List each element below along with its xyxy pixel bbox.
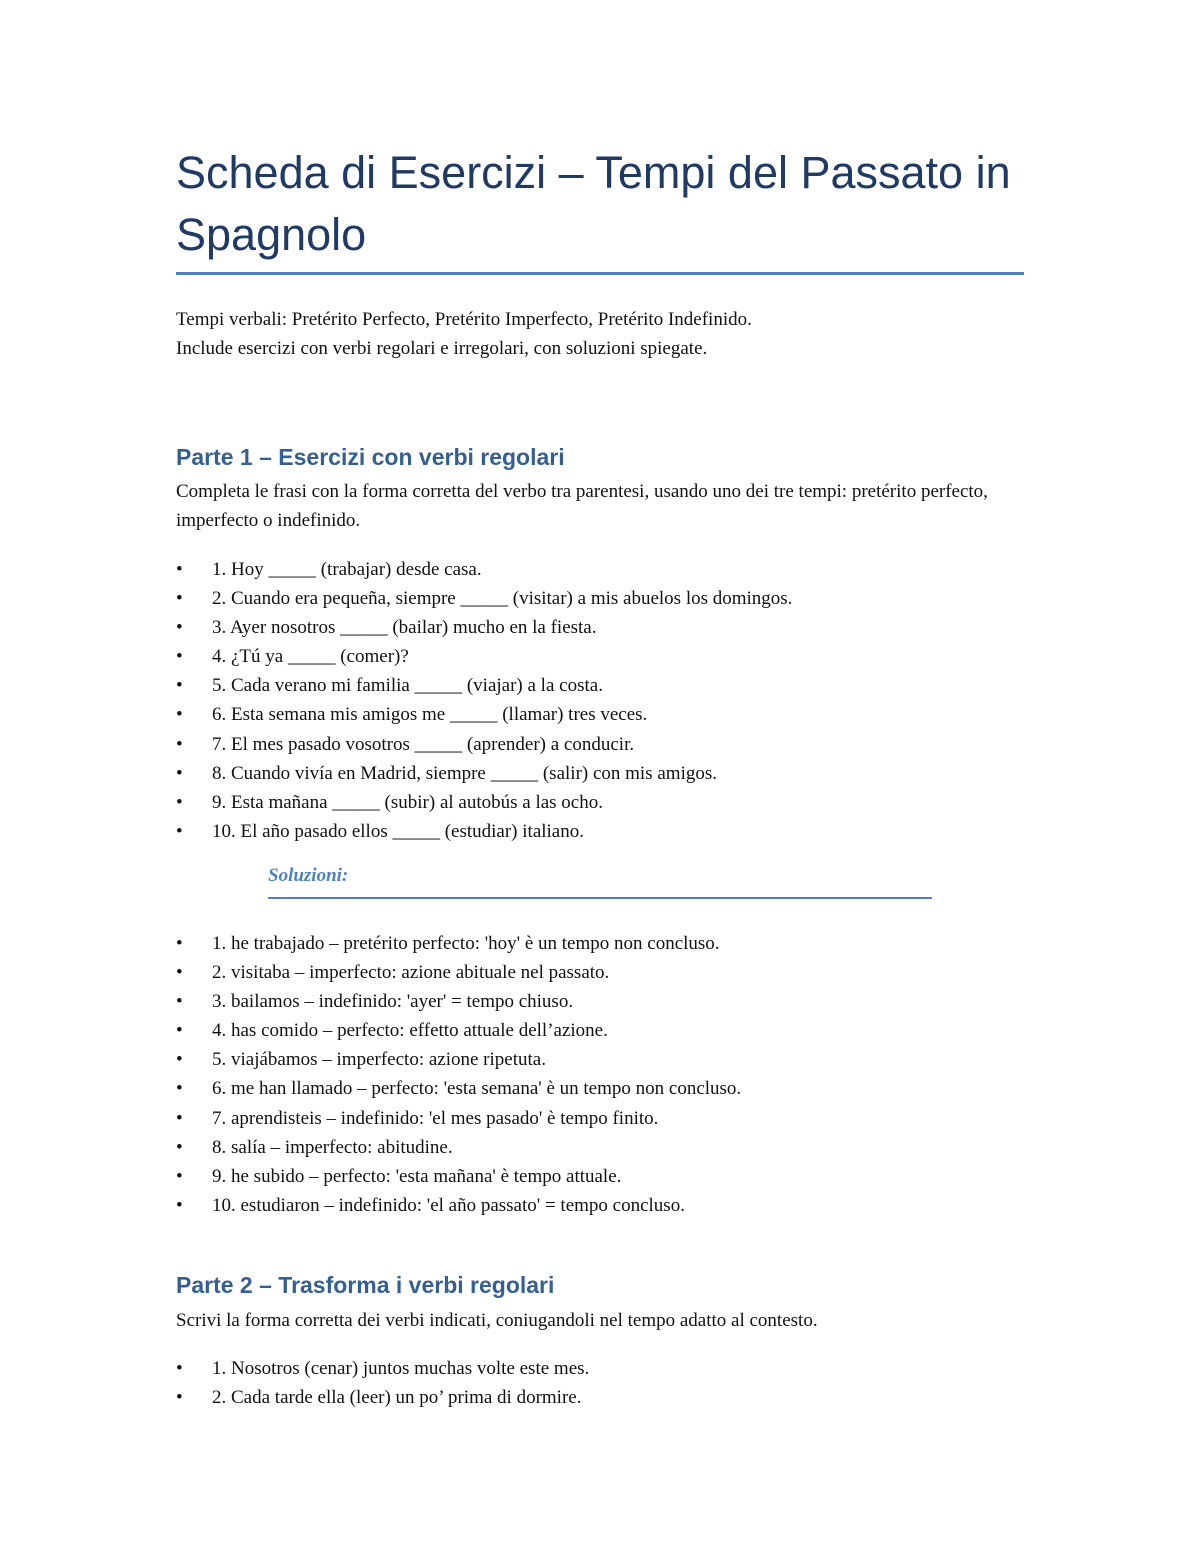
title-divider <box>176 272 1024 275</box>
list-item <box>176 730 1006 759</box>
list-item <box>176 671 1006 700</box>
part2-instructions: Scrivi la forma corretta dei verbi indicati, coniugandoli nel tempo adatto al contesto. <box>176 1310 818 1331</box>
bullet-icon: • <box>176 762 183 784</box>
list-item <box>176 1104 1006 1133</box>
list-item <box>176 584 1006 613</box>
list-item <box>176 1045 1006 1074</box>
list-item <box>176 1383 1006 1412</box>
list-item <box>176 613 1006 642</box>
list-item <box>176 1162 1006 1191</box>
list-item-text: 8. Cuando vivía en Madrid, siempre _____ (salir) con mis amigos. <box>212 762 717 784</box>
part2-exercise-list <box>176 1354 1006 1412</box>
list-item <box>176 788 1006 817</box>
list-item-text: 7. aprendisteis – indefinido: 'el mes pasado' è tempo finito. <box>212 1107 659 1129</box>
list-item <box>176 1016 1006 1045</box>
part1-instructions: Completa le frasi con la forma corretta del verbo tra parentesi, usando uno dei tre tempi: pretérito perfecto, imperfecto o indefinido. <box>176 481 988 531</box>
bullet-icon: • <box>176 933 183 954</box>
solutions-divider <box>268 897 932 899</box>
bullet-icon: • <box>176 588 183 610</box>
list-item-text: 9. he subido – perfecto: 'esta mañana' è tempo attuale. <box>212 1165 622 1187</box>
list-item <box>176 1191 1006 1220</box>
list-item <box>176 1133 1006 1162</box>
list-item <box>176 642 1006 671</box>
list-item-text: 5. Cada verano mi familia _____ (viajar) a la costa. <box>212 675 603 697</box>
bullet-icon: • <box>176 1387 183 1409</box>
list-item-text: 2. Cada tarde ella (leer) un po’ prima di dormire. <box>212 1387 582 1409</box>
list-item-text: 10. El año pasado ellos _____ (estudiar) italiano. <box>212 820 584 842</box>
list-item <box>176 555 1006 584</box>
list-item-text: 1. Hoy _____ (trabajar) desde casa. <box>212 559 482 580</box>
bullet-icon: • <box>176 1358 183 1379</box>
list-item <box>176 1354 1006 1383</box>
part1-solutions-list <box>176 929 1006 1220</box>
list-item-text: 8. salía – imperfecto: abitudine. <box>212 1136 453 1158</box>
bullet-icon: • <box>176 704 183 726</box>
list-item-text: 9. Esta mañana _____ (subir) al autobús a las ocho. <box>212 791 603 813</box>
bullet-icon: • <box>176 991 183 1013</box>
bullet-icon: • <box>176 1136 183 1158</box>
list-item-text: 3. bailamos – indefinido: 'ayer' = tempo chiuso. <box>212 991 574 1013</box>
bullet-icon: • <box>176 646 183 668</box>
intro-line: Tempi verbali: Pretérito Perfecto, Pretérito Imperfecto, Pretérito Indefinido. <box>176 309 752 330</box>
bullet-icon: • <box>176 675 183 697</box>
bullet-icon: • <box>176 733 183 755</box>
bullet-icon: • <box>176 1107 183 1129</box>
intro-line: Include esercizi con verbi regolari e irregolari, con soluzioni spiegate. <box>176 338 708 359</box>
list-item-text: 6. me han llamado – perfecto: 'esta semana' è un tempo non concluso. <box>212 1078 742 1100</box>
bullet-icon: • <box>176 1165 183 1187</box>
list-item <box>176 759 1006 788</box>
intro <box>176 305 1006 363</box>
list-item-text: 2. visitaba – imperfecto: azione abituale nel passato. <box>212 962 610 984</box>
bullet-icon: • <box>176 1049 183 1071</box>
list-item-text: 5. viajábamos – imperfecto: azione ripetuta. <box>212 1049 546 1071</box>
list-item <box>176 1074 1006 1103</box>
list-item-text: 3. Ayer nosotros _____ (bailar) mucho en la fiesta. <box>212 617 597 639</box>
list-item <box>176 987 1006 1016</box>
list-item <box>176 929 1006 958</box>
list-item-text: 4. has comido – perfecto: effetto attuale dell’azione. <box>212 1020 608 1042</box>
part1-heading: Parte 1 – Esercizi con verbi regolari <box>176 444 565 470</box>
solutions-label: Soluzioni: <box>268 865 349 886</box>
list-item-text: 1. Nosotros (cenar) juntos muchas volte este mes. <box>212 1358 590 1379</box>
list-item-text: 1. he trabajado – pretérito perfecto: 'hoy' è un tempo non concluso. <box>212 933 720 954</box>
bullet-icon: • <box>176 791 183 813</box>
part2-heading: Parte 2 – Trasforma i verbi regolari <box>176 1272 555 1298</box>
bullet-icon: • <box>176 962 183 984</box>
document-title: Scheda di Esercizi – Tempi del Passato in Spagnolo <box>176 147 1011 260</box>
list-item <box>176 700 1006 729</box>
list-item-text: 10. estudiaron – indefinido: 'el año passato' = tempo concluso. <box>212 1194 685 1216</box>
list-item <box>176 817 1006 846</box>
list-item-text: 2. Cuando era pequeña, siempre _____ (visitar) a mis abuelos los domingos. <box>212 588 793 610</box>
list-item-text: 6. Esta semana mis amigos me _____ (llamar) tres veces. <box>212 704 648 726</box>
bullet-icon: • <box>176 1020 183 1042</box>
bullet-icon: • <box>176 617 183 639</box>
list-item-text: 7. El mes pasado vosotros _____ (aprender) a conducir. <box>212 733 635 755</box>
part1-exercise-list <box>176 555 1006 846</box>
list-item-text: 4. ¿Tú ya _____ (comer)? <box>212 646 409 668</box>
bullet-icon: • <box>176 1194 183 1216</box>
bullet-icon: • <box>176 820 183 842</box>
bullet-icon: • <box>176 1078 183 1100</box>
list-item <box>176 958 1006 987</box>
bullet-icon: • <box>176 559 183 580</box>
